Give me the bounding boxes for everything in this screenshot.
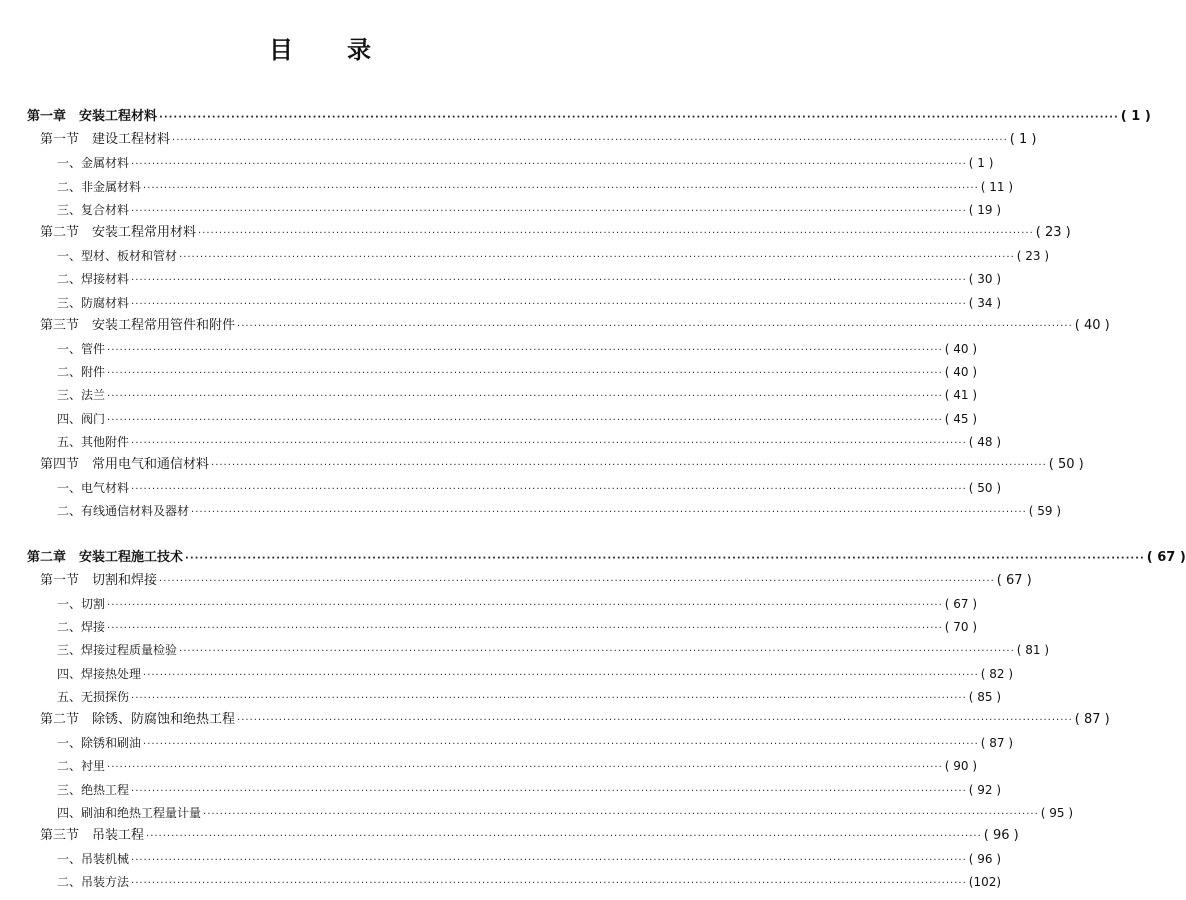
dot-leader: ········································································································································································································ xyxy=(131,484,967,496)
dot-leader: ········································································································································································································ xyxy=(203,808,1039,820)
title-char-2: 录 xyxy=(347,36,371,64)
toc-entry-page: ( 81 ) xyxy=(1016,643,1050,658)
dot-leader: ········································································································································································································ xyxy=(179,252,1015,264)
toc-entry-title: 二、非金属材料 xyxy=(57,179,142,194)
toc-entry-page: ( 82 ) xyxy=(980,666,1014,681)
toc-entry-title: 五、无损探伤 xyxy=(57,689,130,704)
toc-entry-item xyxy=(57,293,1002,313)
dot-leader: ········································································································································································································ xyxy=(237,320,1073,332)
toc-entry-title: 第一节 切割和焊接 xyxy=(40,572,158,588)
toc-entry-title: 四、刷油和绝热工程量计量 xyxy=(57,805,202,820)
toc-entry-page: (102) xyxy=(968,875,1002,890)
toc-entry-title: 三、复合材料 xyxy=(57,202,130,217)
toc-entry-title: 三、绝热工程 xyxy=(57,782,130,797)
toc-entry-item xyxy=(57,803,1074,823)
toc-entry-item xyxy=(57,617,978,637)
toc-entry-title: 三、法兰 xyxy=(57,388,106,403)
toc-entry-title: 第三节 安装工程常用管件和附件 xyxy=(40,317,236,333)
dot-leader: ········································································································································································································ xyxy=(143,182,979,194)
dot-leader: ········································································································································································································ xyxy=(143,739,979,751)
dot-leader: ········································································································································································································ xyxy=(191,507,1027,519)
toc-entry-page: ( 40 ) xyxy=(1074,317,1110,333)
toc-entry-page: ( 87 ) xyxy=(1074,712,1110,727)
toc-entry-title: 三、防腐材料 xyxy=(57,295,130,310)
toc-entry-page: ( 1 ) xyxy=(1009,132,1037,148)
toc-entry-item xyxy=(57,177,1014,197)
dot-leader: ········································································································································································································ xyxy=(131,159,967,171)
toc-entry-title: 二、衬里 xyxy=(57,759,106,774)
toc-entry-page: ( 85 ) xyxy=(968,689,1002,704)
toc-entry-item xyxy=(57,200,1002,220)
toc-entry-item xyxy=(57,780,1002,800)
toc-entry-page: ( 50 ) xyxy=(1048,457,1084,472)
dot-leader: ········································································································································································································ xyxy=(107,623,943,635)
toc-entry-page: ( 67 ) xyxy=(996,572,1032,588)
dot-leader: ········································································································································································································ xyxy=(107,391,943,403)
toc-entry-title: 第四节 常用电气和通信材料 xyxy=(40,457,210,472)
toc-entry-page: ( 96 ) xyxy=(983,828,1019,843)
toc-entry-page: ( 11 ) xyxy=(980,179,1014,194)
dot-leader: ········································································································································································································ xyxy=(131,855,967,867)
dot-leader: ········································································································································································································ xyxy=(179,646,1015,658)
toc-entry-title: 一、型材、板材和管材 xyxy=(57,249,178,264)
dot-leader: ········································································································································································································ xyxy=(198,228,1034,239)
toc-entry-title: 四、阀门 xyxy=(57,411,106,426)
toc-entry-title: 第二节 除锈、防腐蚀和绝热工程 xyxy=(40,712,236,727)
dot-leader: ········································································································································································································ xyxy=(131,785,967,797)
toc-entry-page: ( 30 ) xyxy=(968,272,1002,287)
dot-leader: ········································································································································································································ xyxy=(107,762,943,774)
toc-entry-title: 第二节 安装工程常用材料 xyxy=(40,225,197,240)
toc-entry-page: ( 19 ) xyxy=(968,202,1002,217)
toc-entry-title: 一、金属材料 xyxy=(57,156,130,171)
toc-entry-title: 二、吊装方法 xyxy=(57,875,130,890)
dot-leader: ········································································································································································································ xyxy=(146,831,982,842)
toc-entry-item xyxy=(57,409,978,429)
toc-entry-item xyxy=(57,339,978,359)
toc-entry-item xyxy=(57,432,1002,452)
dot-leader: ········································································································································································································ xyxy=(107,414,943,426)
dot-leader: ········································································································································································································ xyxy=(107,368,943,380)
toc-entry-page: ( 67 ) xyxy=(944,597,978,611)
toc-entry-title: 第一章 安装工程材料 xyxy=(27,109,158,124)
toc-entry-page: ( 1 ) xyxy=(968,156,994,171)
toc-entry-title: 二、有线通信材料及器材 xyxy=(57,504,190,519)
toc-entry-page: ( 87 ) xyxy=(980,736,1014,751)
toc-entry-title: 一、电气材料 xyxy=(57,481,130,496)
toc-entry-chapter xyxy=(27,107,1151,127)
toc-entry-item xyxy=(57,385,978,405)
dot-leader: ········································································································································································································ xyxy=(211,460,1047,471)
toc-entry-item xyxy=(57,872,1002,892)
toc-entry-page: ( 48 ) xyxy=(968,434,1002,449)
toc-entry-item xyxy=(57,501,1062,521)
toc-entry-page: ( 92 ) xyxy=(968,782,1002,797)
toc-entry-page: ( 67 ) xyxy=(1146,549,1186,565)
toc-entry-item xyxy=(57,594,978,614)
toc-entry-chapter xyxy=(27,548,1186,568)
toc-entry-title: 一、除锈和刷油 xyxy=(57,736,142,751)
toc-entry-page: ( 96 ) xyxy=(968,852,1002,867)
dot-leader: ········································································································································································································ xyxy=(131,692,967,704)
toc-entry-section xyxy=(40,826,1019,846)
toc-entry-section xyxy=(40,316,1110,336)
toc-entry-title: 第三节 吊装工程 xyxy=(40,828,145,843)
toc-entry-page: ( 1 ) xyxy=(1120,109,1151,124)
toc-entry-item xyxy=(57,269,1002,289)
toc-entry-section xyxy=(40,223,1071,243)
toc-entry-page: ( 40 ) xyxy=(944,342,978,356)
dot-leader: ········································································································································································································ xyxy=(185,552,1145,564)
toc-entry-page: ( 23 ) xyxy=(1016,249,1050,264)
toc-entry-page: ( 40 ) xyxy=(944,365,978,380)
dot-leader: ········································································································································································································ xyxy=(107,600,943,611)
toc-entry-item xyxy=(57,756,978,776)
toc-entry-page: ( 45 ) xyxy=(944,411,978,426)
dot-leader: ········································································································································································································ xyxy=(131,205,967,217)
dot-leader: ········································································································································································································ xyxy=(131,437,967,449)
toc-entry-title: 第一节 建设工程材料 xyxy=(40,132,171,148)
toc-entry-page: ( 95 ) xyxy=(1040,805,1074,820)
dot-leader: ········································································································································································································ xyxy=(159,575,995,587)
toc-entry-title: 第二章 安装工程施工技术 xyxy=(27,549,184,565)
toc-entry-item xyxy=(57,362,978,382)
dot-leader: ········································································································································································································ xyxy=(131,275,967,287)
toc-entry-title: 一、管件 xyxy=(57,342,106,356)
toc-entry-page: ( 41 ) xyxy=(944,388,978,403)
dot-leader: ········································································································································································································ xyxy=(172,135,1008,147)
toc-entry-page: ( 59 ) xyxy=(1028,504,1062,519)
toc-entry-title: 一、吊装机械 xyxy=(57,852,130,867)
toc-entry-page: ( 23 ) xyxy=(1035,225,1071,240)
toc-entry-title: 二、焊接 xyxy=(57,620,106,635)
toc-entry-section xyxy=(40,130,1037,150)
toc-entry-page: ( 34 ) xyxy=(968,295,1002,310)
toc-entry-title: 四、焊接热处理 xyxy=(57,666,142,681)
toc-entry-page: ( 70 ) xyxy=(944,620,978,635)
toc-entry-item xyxy=(57,687,1002,707)
toc-entry-title: 五、其他附件 xyxy=(57,434,130,449)
toc-entry-item xyxy=(57,246,1050,266)
toc-entry-section xyxy=(40,571,1032,591)
dot-leader: ········································································································································································································ xyxy=(237,715,1073,726)
toc-entry-page: ( 90 ) xyxy=(944,759,978,774)
toc-entry-item xyxy=(57,640,1050,660)
toc-entry-page: ( 50 ) xyxy=(968,481,1002,496)
toc-entry-item xyxy=(57,478,1002,498)
toc-entry-title: 三、焊接过程质量检验 xyxy=(57,643,178,658)
dot-leader: ········································································································································································································ xyxy=(131,878,967,890)
toc-entry-title: 二、附件 xyxy=(57,365,106,380)
dot-leader: ········································································································································································································ xyxy=(131,298,967,310)
toc-entry-item xyxy=(57,664,1014,684)
toc-entry-section xyxy=(40,710,1110,730)
toc-entry-item xyxy=(57,153,994,173)
toc-entry-title: 二、焊接材料 xyxy=(57,272,130,287)
toc-entry-section xyxy=(40,455,1084,475)
toc-entry-item xyxy=(57,849,1002,869)
dot-leader: ········································································································································································································ xyxy=(143,669,979,681)
toc-entry-title: 一、切割 xyxy=(57,597,106,611)
dot-leader: ········································································································································································································ xyxy=(159,112,1119,123)
title-char-1: 目 xyxy=(269,36,293,64)
dot-leader: ········································································································································································································ xyxy=(107,345,943,356)
toc-entry-item xyxy=(57,733,1014,753)
